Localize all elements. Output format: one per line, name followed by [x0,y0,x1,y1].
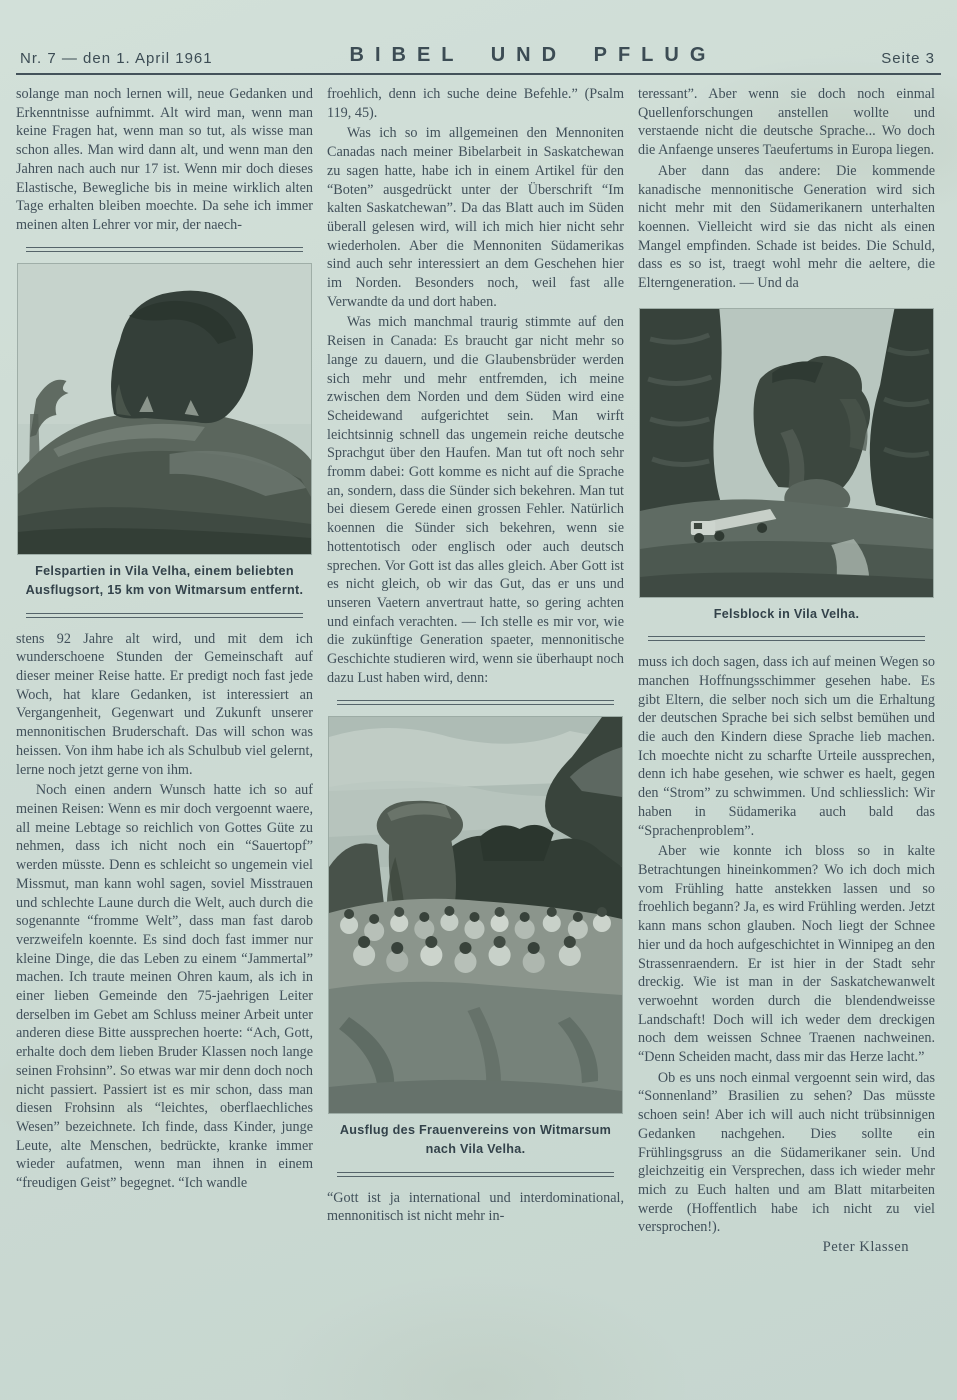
paragraph: Noch einen andern Wunsch hatte ich so auf meinen Reisen: Wenn es mir doch vergoennt waere, all meine Lebtage so reichlich von Gottes Güte zu nehmen, dass ich nicht noch ein “Sauertopf” werden müsste. Denn es schleicht so ungemein viel Missmut, man kann wohl sagen, soviel Misstrauen und schlechte Laune durch die Welt, auch durch die sogenannte “fromme Welt”, dass man fast darob verzweifeln koennte. Es sind doch fast immer nur kleine Dinge, die das Leben zu einem “Jammertal” machen. Ich traute meinen Ohren kaum, als ich in einer lieben Gemeinde den 75-jaehrigen Leiter derselben im Gebet am Schluss meiner Arbeit unter anderen diese Bitte aussprechen hoerte: “Ach, Gott, erhalte doch dem lieben Bruder Klassen noch lange seinen Frohsinn”. So etwas war mir denn doch noch nicht passiert. Passiert ist es mir schon, dass man diesen Frohsinn als “leichtes, oberflaechliches Wesen” bezeichnete. Ich finde, dass Kinder, junge Leute, alte Menschen, bedrückte, kranke immer wieder aufatmen, wenn man ihnen in einem “freudigen Geist” begegnet. “Ich wandle [16,782,313,1192]
section-divider [26,247,303,252]
column-middle [327,85,624,1256]
paragraph: stens 92 Jahre alt wird, und mit dem ich wunderschoene Stunden der Gemeinschaft auf dieser meiner Reise hatte. Er predigt noch fast jede Woch, hat klare Gedanken, ist interessiert an Vergangenheit, Gegenwart und Zukunft unserer mennonitischen Bruderschaft. Das will schon was heissen. Von ihm habe ich als Schulbub viel gelernt, lerne noch jetzt gerne von ihm. [16,630,313,778]
paragraph: teressant”. Aber wenn sie doch noch einmal Quellenforschungen anstellen wollte und verstaende nicht die deutsche Sprache... Wo doch die Anfaenge unseres Taeufertums in Europa liegen. [638,86,935,159]
column-left [16,85,313,1256]
photo-felsblock [640,309,933,625]
paragraph: Aber wie konnte ich bloss so in kalte Betrachtungen hineinkommen? Wo ich doch mich vom Frühling hatte anstekken lassen und so froehlich begann? Ja, es wird Frühling werden. Jetzt kann mans schon glauben. Noch liegt der Schnee hier und da hoch aufgeschichtet in Winnipeg an den Strassenraendern. Er ist hier in der Stadt sehr dreckig. Wie ist man in der Saskatchewanwelt verwoehnt worden durch die blendendweisse Landschaft! Doch will ich weder dem dreckigen noch dem weissen Schnee Traenen nachweinen. “Denn Scheiden macht, dass mir das Herze lacht.” [638,843,935,1066]
section-divider [26,613,303,618]
author-signature: Peter Klassen [822,1239,909,1256]
paragraph: Was mich manchmal traurig stimmte auf den Reisen in Canada: Es braucht gar nicht mehr so lange zu dauern, und die Glaubensbrüder werden sich mehr und mehr entfremden, ich meine zwischen dem Norden und dem Süden wird eine Scheidewand aufgerichtet sein. Man wirft leichtsinnig schnell das ungemein reiche deutsche Sprachgut über den Haufen. Man tut oft noch sehr fromm dabei: Gott komme es nicht auf die Sprache an, sondern, dass die Sünder sich bekehren. Man tut bei diesem Gerede einen grossen Fehler. Natürlich koennen die Sünder sich bekehren, wenn sie hottentotisch oder englisch oder auch deutsch sprechen. Vor Gott ist das alles gleich. Aber Gott ist es nicht gleich, ob wir das Gut, das er uns und unseren Vaetern anvertraut hatte, so gering achten und einfach verachten. — Ich stelle es mir vor, wie die zukünftige Generation spaeter, mennonitische Geschichte studieren wird, wenn sie überhaupt noch dazu Lust haben wird, denn: [327,314,624,686]
section-divider [337,1172,614,1177]
paragraph: “Gott ist ja international und interdominational, mennonitisch ist nicht mehr in- [327,1189,624,1225]
paragraph: solange man noch lernen will, neue Gedanken und Erkenntnisse aufnimmt. Alt wird man, wenn man keine Fragen hat, wenn man so tut, als wisse man schon alles. Man wird dann alt, und wenn man den Jahren nach auch nur 17 ist. Wenn mir doch dieses Elastische, Bewegliche bis in meine wirklich alten Tage erhalten bleiben moechte. Da sehe ich immer meinen alten Lehrer vor mir, der naech- [16,86,313,233]
rock-pillars-photo [640,309,933,597]
paragraph: froehlich, denn ich suche deine Befehle.” (Psalm 119, 45). [327,86,624,121]
paragraph: Ob es uns noch einmal vergoennt sein wird, das “Sonnenland” Brasilien zu sehen? Das müsste schoen sein! Aber ich will auch nicht trübsinnigen Gedanken nachgehen. Dies sollte ein Frühlingsgruss an die Südamerikaner sein. Und gleichzeitig ein Versprechen, dass ich wieder mehr mich zu Euch halten und am Blatt mitarbeiten werde (Hoffentlich habe ich nicht zu viel versprochen!). [638,1069,935,1236]
photo-caption: Felspartien in Vila Velha, einem beliebten Ausflugsort, 15 km von Witmarsum entfernt. [25,563,304,598]
paragraph: Was ich so im allgemeinen den Mennoniten Canadas nach meiner Bibelarbeit in Saskatchewan zu sagen hatte, habe ich in einem Artikel für den “Boten” ausgedrückt unter der Überschrift “Im kalten Saskatchewan”. Da das Blatt auch im Süden überall gelesen wird, will ich mich hier nicht sehr wiederholen. Aber die Mennoniten Südamerikas sind auch sehr interessiert an dem Geschehen hier im Norden. Besonders noch, weil fast alle Verwandte da und dort haben. [327,125,624,310]
paragraph: Aber dann das andere: Die kommende kanadische mennonitische Generation wird sich nicht mehr mit den Südamerikanern unterhalten koennen. Vielleicht wird sie das nicht als einen Mangel empfinden. Schade ist beides. Die Schuld, dass es so ist, traegt wohl mehr die aeltere, die Elterngeneration. — Und da [638,162,935,292]
section-divider [337,700,614,705]
paragraph: muss ich doch sagen, dass ich auf meinen Wegen so manchen Hoffnungsschimmer gesehen habe. Es gibt Eltern, die selber noch sich um die Erhaltung der deutschen Sprache bei sich selbst bemühen und die auch den Kindern diese Sprache lieb machen. Ich moechte nicht zu scharfte Urteile aussprechen, denn ich habe gesehen, wie schwer es haelt, gegen den “Strom” zu schwimmen. Und schliesslich: Wir haben in Südamerika auch bald das “Sprachenproblem”. [638,654,935,839]
photo-caption: Ausflug des Frauenvereins von Witmarsum nach Vila Velha. [339,1122,612,1157]
issue-date: Nr. 7 — den 1. April 1961 [20,50,213,67]
photo-frauenverein-ausflug [329,717,622,1160]
photo-caption: Felsblock in Vila Velha. [713,606,860,621]
column-right [638,85,935,1256]
article-columns [0,75,957,1256]
rock-formation-photo [18,264,311,554]
page-header [0,0,957,73]
publication-title: BIBEL UND PFLUG [349,44,717,66]
group-excursion-photo [329,717,622,1113]
section-divider [648,636,925,641]
page-number: Seite 3 [881,50,935,67]
photo-felspartien [18,264,311,601]
